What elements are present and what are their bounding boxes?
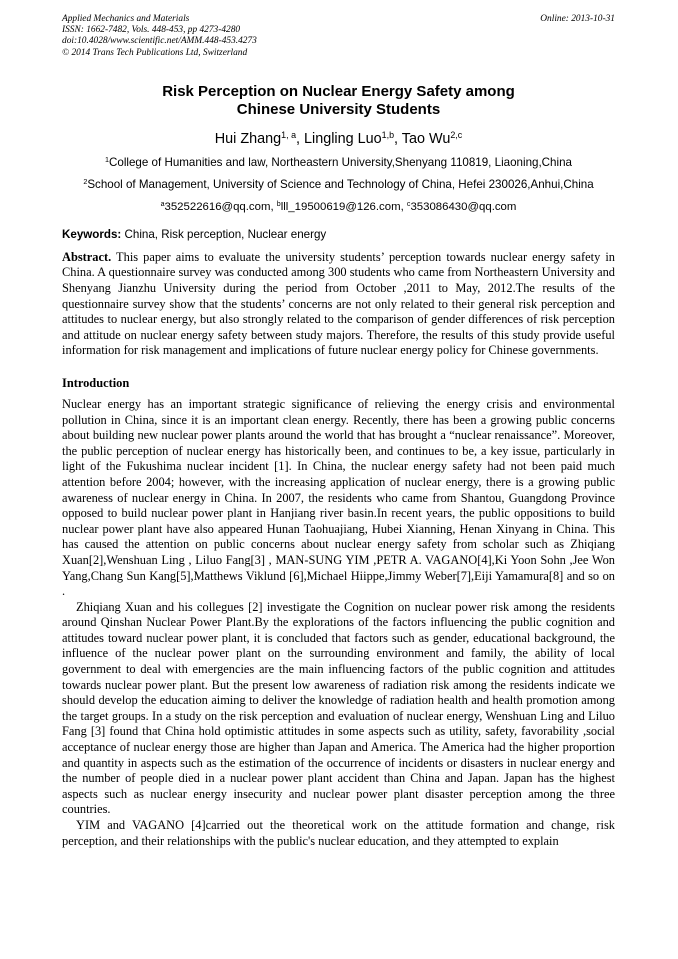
issn-line: ISSN: 1662-7482, Vols. 448-453, pp 4273-4280 (62, 25, 241, 36)
author-superscript: 2,c (450, 129, 463, 140)
author-name: Lingling Luo (304, 130, 382, 147)
affiliation-text: School of Management, University of Science and Technology of China, Hefei 230026,Anhui,China (87, 177, 594, 191)
keywords-label: Keywords: (62, 227, 122, 241)
affiliation (62, 178, 615, 192)
email-separator: , (270, 200, 277, 213)
keywords-text: China, Risk perception, Nuclear energy (121, 227, 327, 241)
doi-line: doi:10.4028/www.scientific.net/AMM.448-453.4273 (62, 36, 257, 47)
keywords (62, 228, 615, 242)
email-list (62, 200, 615, 214)
journal-header (62, 14, 615, 59)
email-superscript: b (276, 200, 281, 208)
abstract (62, 250, 615, 359)
paper-page (62, 14, 615, 849)
email-address: 352522616@qq.com (164, 200, 271, 213)
intro-paragraph-3: YIM and VAGANO [4]carried out the theoretical work on the attitude formation and change, risk perception, and their relationships with the public's nuclear education, and they attempted to explain (62, 818, 615, 848)
email-superscript: c (406, 200, 411, 208)
paper-title (62, 83, 615, 120)
affiliation-superscript: 1 (105, 154, 110, 164)
intro-paragraph-1: Nuclear energy has an important strategic significance of relieving the energy crisis and environmental pollution in China, since it is an important clean energy. Recently, there has been a growing public concerns about building new nuclear power plants around the world that has brought a “nuclear renaissance”. Moreover, the public perception of nuclear energy has historically been, and continues to be, a key issue, particularly in light of the Fukushima nuclear incident [1]. In China, the nuclear energy safety had not been paid much attention before 2004; however, with the increasing application of nuclear energy, there is a growing public awareness of nuclear energy in China. In 2007, the residents who came from Shantou, Guangdong Province opposed to build nuclear power plant in Hanjiang river basin.In recent years, the public oppositions to build nuclear power plant have also appeared Hunan Taohuajiang, Hubei Xianning, Henan Xinyang in China. This has caused the attention on public concerns about nuclear energy safety from scholar such as Zhiqiang Xuan[2],Wenshuan Ling , Liluo Fang[3] , MAN-SUNG YIM ,PETR A. VAGANO[4],Ki Yoon Sohn ,Jee Won Yang,Chang Sun Kang[5],Matthews Viklund [6],Michael Hiippe,Jimmy Weber[7],Eiji Yamamura[8] and so on . (62, 396, 615, 599)
email-separator: , (400, 200, 407, 213)
email-superscript: a (160, 200, 165, 208)
author-separator: , (296, 130, 305, 147)
email-address: 353086430@qq.com (410, 200, 517, 213)
online-date: Online: 2013-10-31 (540, 14, 615, 24)
title-line-1: Risk Perception on Nuclear Energy Safety among (162, 82, 515, 100)
affiliation (62, 156, 615, 170)
author-name: Hui Zhang (214, 130, 282, 147)
title-line-2: Chinese University Students (236, 101, 441, 119)
author-superscript: 1,b (381, 129, 395, 140)
email-address: lll_19500619@126.com (280, 200, 401, 213)
affiliation-text: College of Humanities and law, Northeastern University,Shenyang 110819, Liaoning,China (109, 155, 572, 169)
author-superscript: 1, a (281, 129, 297, 140)
journal-name: Applied Mechanics and Materials (62, 14, 190, 24)
author-name: Tao Wu (401, 130, 451, 147)
intro-paragraph-2: Zhiqiang Xuan and his collegues [2] investigate the Cognition on nuclear power risk among the residents around Qinshan Nuclear Power Plant.By the explorations of the factors influencing the public cognition and attitudes toward nuclear power plant, it is concluded that factors such as gender, educational background, the influence of the nuclear power plant on the surrounding environment and family, the ability of local government to deal with emergencies are the main influencing factors of the public cognition and attitudes towards nuclear power plant. But the present low awareness of radiation risk among the residents indicate we should develop the education aiming to deliver the knowledge of radiation health and health promotion among the target groups. In a study on the risk perception and evaluation of nuclear energy, Wenshuan Ling and Liluo Fang [3] found that China hold optimistic attitudes in some aspects such as utility, safety, favorability ,social acceptance of nuclear energy those are higher than Japan and America. The America had the higher proportion and quantity in aspects such as the estimation of the occurrence of incidents or disasters in nuclear energy and the number of people died in a nuclear power plant accident than China and Japan. Japan has the highest aspects such as nuclear energy insecurity and nuclear power plant disaster perception among the three countries. (62, 599, 615, 817)
abstract-label: Abstract. (62, 249, 112, 264)
copyright-line: © 2014 Trans Tech Publications Ltd, Switzerland (62, 47, 248, 58)
abstract-text: This paper aims to evaluate the university students’ perception towards nuclear energy safety in China. A questionnaire survey was conducted among 300 students who came from Northeastern University and Shenyang Jianzhu University during the period from October ,2011 to May, 2012.The results of the questionnaire survey show that the students’ concerns are not only related to their general risk perception and attitudes to nuclear energy, but also strongly related to the comparison of gender differences of risk perception and attitude on nuclear energy safety between study majors. Therefore, the results of this study provide useful information for risk management and implications of future nuclear energy policy for Chinese governments. (62, 249, 615, 358)
affiliation-superscript: 2 (83, 176, 88, 186)
author-list (62, 131, 615, 148)
section-heading-introduction: Introduction (62, 375, 130, 390)
author-separator: , (394, 130, 402, 147)
